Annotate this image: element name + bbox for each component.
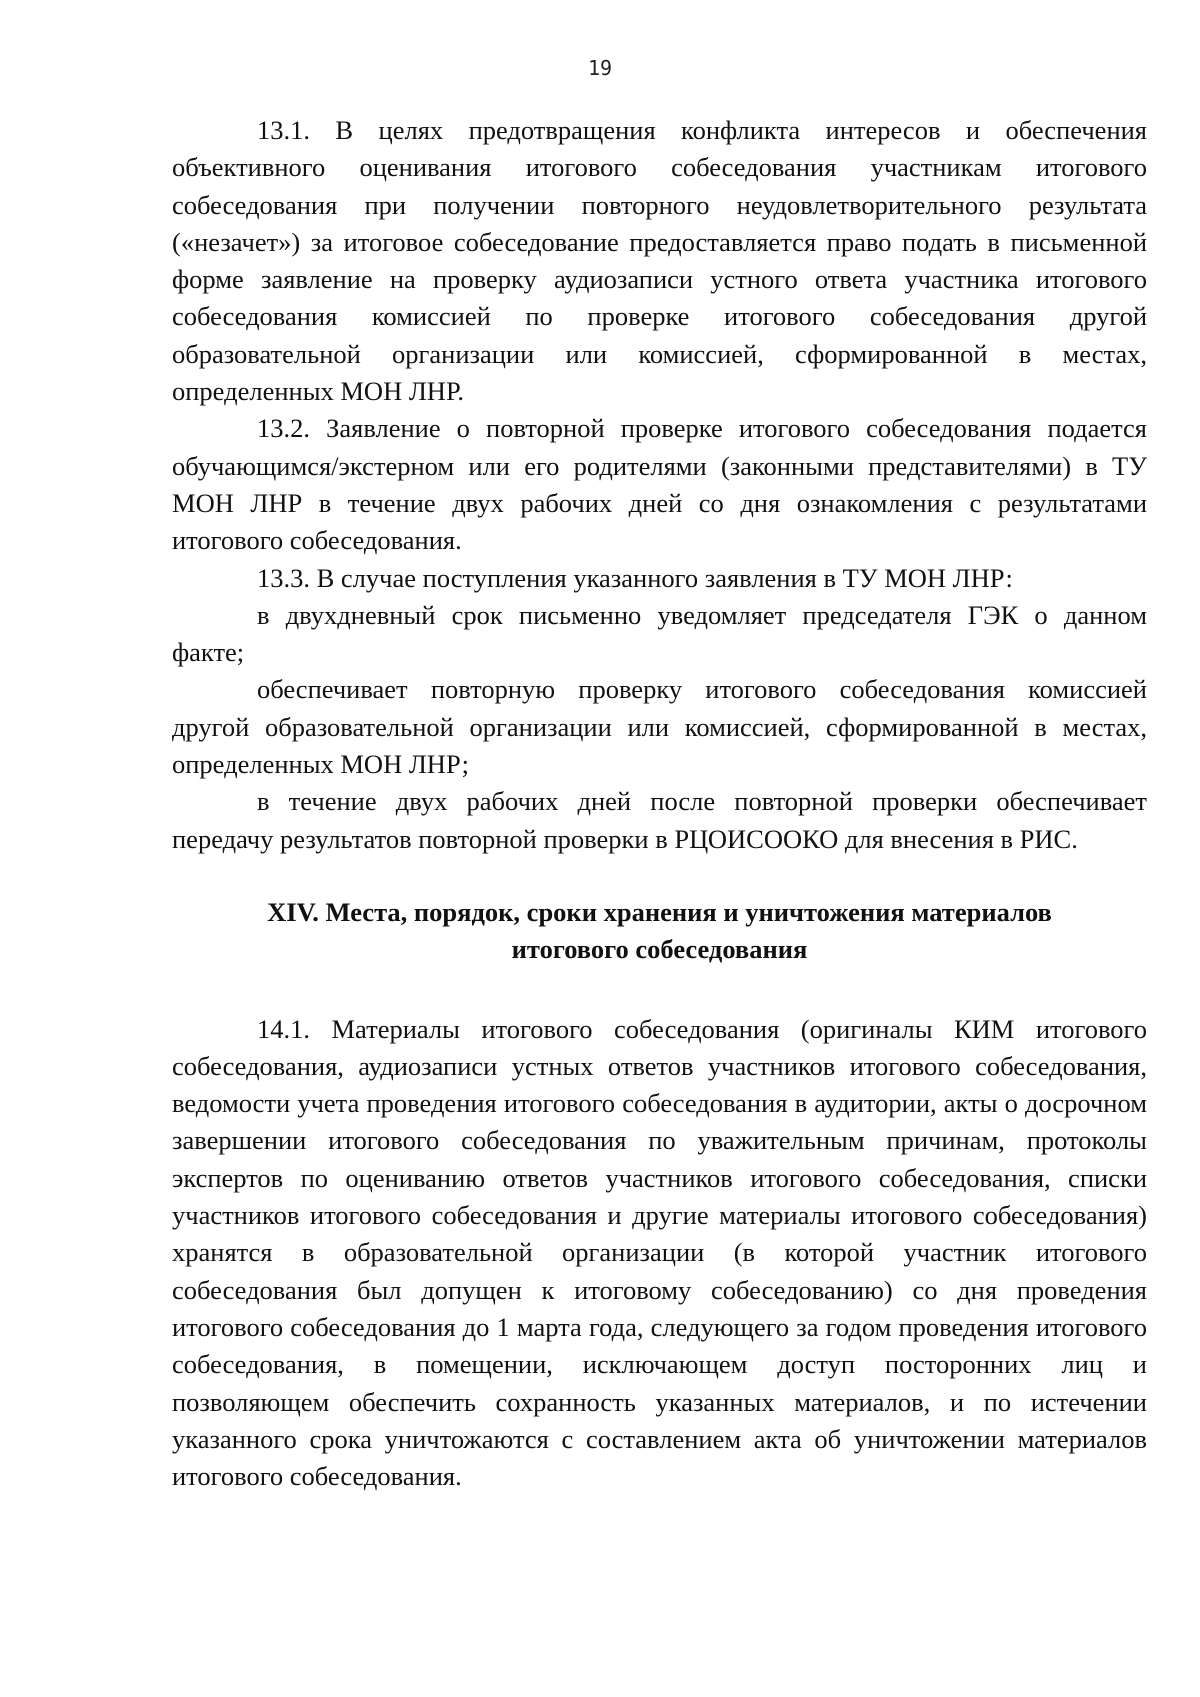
page-number: 19 [587, 56, 613, 80]
paragraph-13-3: 13.3. В случае поступления указанного заявления в ТУ МОН ЛНР: [257, 562, 1013, 593]
section-14-heading: XIV. Места, порядок, сроки хранения и уничтожения материалов итогового собеседования [267, 896, 1052, 965]
paragraph-13-2: 13.2. Заявление о повторной проверке итогового собеседования подается обучающимся/экстерном или его родителями (законными представителями) в ТУ МОН ЛНР в течение двух рабочих дней со дня ознакомления с результатами итогового собеседования. [172, 413, 1147, 556]
paragraph-14-1: 14.1. Материалы итогового собеседования (оригиналы КИМ итогового собеседования, аудиозаписи устных ответов участников итогового собеседования, ведомости учета проведения итогового собеседования в аудитории, акты о досрочном завершении итогового собеседования по уважительным причинам, протоколы экспертов по оцениванию ответов участников итогового собеседования, списки участников итогового собеседования и другие материалы итогового собеседования) хранятся в образовательной организации (в которой участник итогового собеседования был допущен к итоговому собеседованию) со дня проведения итогового собеседования до 1 марта года, следующего за годом проведения итогового собеседования, в помещении, исключающем доступ посторонних лиц и позволяющем обеспечить сохранность указанных материалов, и по истечении указанного срока уничтожаются с составлением акта об уничтожении материалов итогового собеседования. [172, 1013, 1147, 1492]
paragraph-13-3-item-1: в двухдневный срок письменно уведомляет председателя ГЭК о данном факте; [172, 599, 1147, 668]
document-body [172, 112, 1147, 1495]
paragraph-13-3-item-3: в течение двух рабочих дней после повторной проверки обеспечивает передачу результатов повторной проверки в РЦОИСООКО для внесения в РИС. [172, 786, 1147, 854]
paragraph-13-3-item-2: обеспечивает повторную проверку итогового собеседования комиссией другой образовательной организации или комиссией, сформированной в местах, определенных МОН ЛНР; [172, 674, 1147, 780]
paragraph-13-1: 13.1. В целях предотвращения конфликта интересов и обеспечения объективного оценивания итогового собеседования участникам итогового собеседования при получении повторного неудовлетворительного результата («незачет») за итоговое собеседование предоставляется право подать в письменной форме заявление на проверку аудиозаписи устного ответа участника итогового собеседования комиссией по проверке итогового собеседования другой образовательной организации или комиссией, сформированной в местах, определенных МОН ЛНР. [172, 115, 1147, 407]
